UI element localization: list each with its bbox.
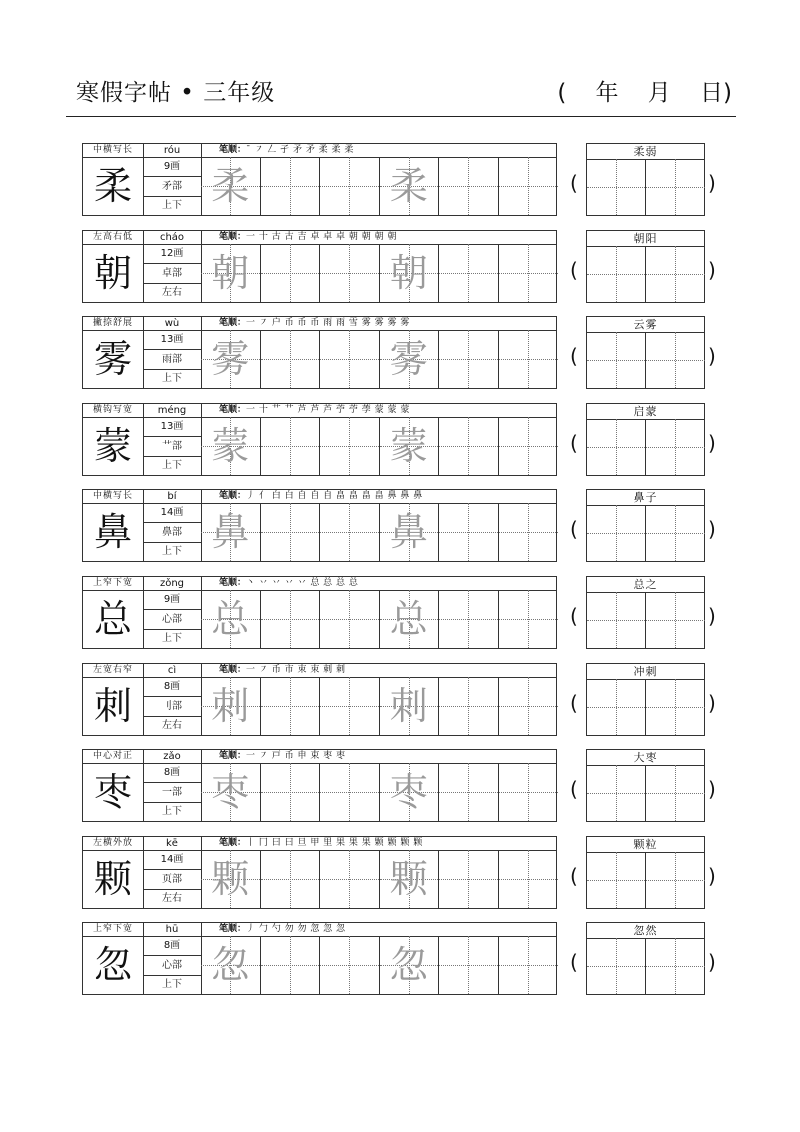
practice-cell[interactable] — [261, 763, 321, 821]
practice-cell[interactable] — [320, 763, 380, 821]
word-cell[interactable] — [587, 419, 646, 475]
stroke-order-label: 笔顺： — [219, 665, 247, 675]
word-cell[interactable] — [587, 159, 646, 215]
date-field: ( 年 月 日) — [557, 80, 732, 106]
word-practice-table — [586, 316, 705, 389]
page-header — [68, 74, 736, 110]
practice-cell[interactable] — [320, 244, 380, 302]
trace-character: 蒙 — [211, 424, 250, 468]
stroke-count: 14画 — [143, 503, 202, 523]
stroke-order-sequence: ˉ ㇇ 𠃋 孑 矛 矛 柔 柔 柔 — [246, 145, 354, 155]
trace-character: 刺 — [211, 684, 250, 728]
radical: 艹部 — [143, 437, 202, 457]
practice-grid — [201, 936, 556, 994]
stroke-order — [201, 577, 556, 591]
stroke-order-sequence: 一 ㇇ 戸 币 申 束 枣 枣 — [246, 751, 346, 761]
word-cell[interactable] — [587, 852, 646, 908]
radical: 页部 — [143, 870, 202, 890]
practice-grid — [201, 850, 556, 908]
word-cell[interactable] — [646, 419, 705, 475]
word-practice-table — [586, 230, 705, 303]
trace-character: 枣 — [211, 770, 250, 814]
word-cell[interactable] — [646, 592, 705, 648]
model-character: 朝 — [83, 244, 144, 302]
stroke-order — [201, 837, 556, 851]
word-cell[interactable] — [646, 765, 705, 821]
open-paren: ( — [570, 431, 578, 455]
model-character: 总 — [83, 590, 144, 648]
pinyin: zǎo — [143, 750, 202, 764]
writing-tip: 中横写长 — [83, 144, 144, 158]
open-paren: ( — [570, 258, 578, 282]
practice-row — [0, 749, 800, 822]
stroke-order-label: 笔顺： — [219, 405, 247, 415]
practice-cell[interactable] — [201, 590, 261, 648]
open-paren: ( — [570, 864, 578, 888]
practice-cell[interactable] — [320, 590, 380, 648]
practice-cell[interactable] — [320, 157, 380, 215]
structure: 上下 — [143, 976, 202, 994]
practice-cell[interactable] — [380, 590, 440, 648]
practice-row — [0, 663, 800, 736]
trace-character: 颗 — [389, 857, 428, 901]
character-table — [82, 403, 557, 476]
practice-cell[interactable] — [439, 590, 499, 648]
word-cell[interactable] — [587, 332, 646, 388]
close-paren: ) — [708, 864, 716, 888]
stroke-order-label: 笔顺： — [219, 838, 247, 848]
trace-character: 颗 — [211, 857, 250, 901]
practice-word: 云雾 — [587, 317, 704, 333]
trace-character: 柔 — [211, 164, 250, 208]
character-table — [82, 663, 557, 736]
structure: 上下 — [143, 370, 202, 388]
practice-cell[interactable] — [201, 936, 261, 994]
structure: 上下 — [143, 630, 202, 648]
practice-word: 颗粒 — [587, 837, 704, 853]
practice-cell[interactable] — [499, 590, 559, 648]
practice-cell[interactable] — [439, 417, 499, 475]
close-paren: ) — [708, 171, 716, 195]
stroke-order-sequence: 丿 亻 白 白 自 自 自 畠 畠 畠 畠 鼻 鼻 鼻 — [246, 491, 423, 501]
radical: 刂部 — [143, 697, 202, 717]
trace-character: 总 — [211, 597, 250, 641]
practice-cell[interactable] — [499, 417, 559, 475]
practice-row — [0, 489, 800, 562]
close-paren: ) — [708, 604, 716, 628]
practice-cell[interactable] — [499, 157, 559, 215]
pinyin: wù — [143, 317, 202, 331]
trace-character: 雾 — [211, 337, 250, 381]
radical: 卓部 — [143, 264, 202, 284]
stroke-count: 12画 — [143, 244, 202, 264]
practice-word: 总之 — [587, 577, 704, 593]
model-character: 蒙 — [83, 417, 144, 475]
practice-cell[interactable] — [261, 244, 321, 302]
open-paren: ( — [570, 950, 578, 974]
structure: 上下 — [143, 803, 202, 821]
practice-cell[interactable] — [261, 936, 321, 994]
word-cell[interactable] — [587, 505, 646, 561]
stroke-order-sequence: 一 ㇇ 户 币 币 币 雨 雨 雪 雾 雾 雾 雾 — [246, 318, 410, 328]
word-cell[interactable] — [646, 159, 705, 215]
structure: 上下 — [143, 457, 202, 475]
radical: 一部 — [143, 783, 202, 803]
stroke-count: 8画 — [143, 936, 202, 956]
trace-character: 忽 — [211, 943, 250, 987]
radical: 心部 — [143, 956, 202, 976]
stroke-order — [201, 923, 556, 937]
stroke-count: 8画 — [143, 677, 202, 697]
character-table — [82, 230, 557, 303]
practice-cell[interactable] — [320, 503, 380, 561]
stroke-count: 9画 — [143, 590, 202, 610]
structure: 上下 — [143, 197, 202, 215]
practice-cell[interactable] — [439, 157, 499, 215]
practice-cell[interactable] — [261, 330, 321, 388]
practice-cell[interactable] — [201, 330, 261, 388]
stroke-order-label: 笔顺： — [219, 232, 247, 242]
trace-character: 朝 — [211, 251, 250, 295]
practice-cell[interactable] — [499, 850, 559, 908]
practice-cell[interactable] — [439, 850, 499, 908]
practice-cell[interactable] — [499, 677, 559, 735]
model-character: 忽 — [83, 936, 144, 994]
practice-cell[interactable] — [439, 677, 499, 735]
stroke-order — [201, 750, 556, 764]
practice-cell[interactable] — [201, 417, 261, 475]
stroke-order — [201, 317, 556, 331]
practice-cell[interactable] — [439, 763, 499, 821]
practice-cell[interactable] — [201, 244, 261, 302]
practice-cell[interactable] — [439, 330, 499, 388]
practice-cell[interactable] — [380, 850, 440, 908]
stroke-count: 13画 — [143, 417, 202, 437]
character-table — [82, 143, 557, 216]
page-title: 寒假字帖 • 三年级 — [76, 80, 276, 106]
close-paren: ) — [708, 517, 716, 541]
model-character: 鼻 — [83, 503, 144, 561]
practice-cell[interactable] — [499, 503, 559, 561]
practice-grid — [201, 244, 556, 302]
writing-tip: 中心对正 — [83, 750, 144, 764]
trace-character: 鼻 — [389, 510, 428, 554]
practice-cell[interactable] — [320, 677, 380, 735]
writing-tip: 左横外放 — [83, 837, 144, 851]
stroke-count: 13画 — [143, 330, 202, 350]
word-practice-table — [586, 576, 705, 649]
trace-character: 鼻 — [211, 510, 250, 554]
practice-row — [0, 836, 800, 909]
word-cell[interactable] — [646, 938, 705, 994]
close-paren: ) — [708, 431, 716, 455]
practice-word: 大枣 — [587, 750, 704, 766]
practice-row — [0, 576, 800, 649]
close-paren: ) — [708, 950, 716, 974]
character-table — [82, 576, 557, 649]
open-paren: ( — [570, 171, 578, 195]
practice-cell[interactable] — [499, 244, 559, 302]
practice-grid — [201, 590, 556, 648]
open-paren: ( — [570, 604, 578, 628]
header-divider — [66, 116, 736, 117]
open-paren: ( — [570, 517, 578, 541]
practice-cell[interactable] — [261, 503, 321, 561]
practice-cell[interactable] — [439, 244, 499, 302]
writing-tip: 中横写长 — [83, 490, 144, 504]
word-cell[interactable] — [646, 679, 705, 735]
practice-cell[interactable] — [380, 417, 440, 475]
stroke-order-sequence: 一 十 古 古 吉 卓 卓 卓 朝 朝 朝 朝 — [246, 232, 397, 242]
word-cell[interactable] — [646, 246, 705, 302]
word-practice-table — [586, 749, 705, 822]
open-paren: ( — [570, 691, 578, 715]
practice-cell[interactable] — [439, 936, 499, 994]
practice-word: 鼻子 — [587, 490, 704, 506]
word-practice-table — [586, 489, 705, 562]
word-cell[interactable] — [587, 938, 646, 994]
word-cell[interactable] — [587, 679, 646, 735]
trace-character: 柔 — [389, 164, 428, 208]
radical: 矛部 — [143, 177, 202, 197]
practice-cell[interactable] — [499, 763, 559, 821]
stroke-order-sequence: 一 ㇇ 币 市 朿 朿 刺 刺 — [246, 665, 346, 675]
practice-cell[interactable] — [201, 763, 261, 821]
model-character: 雾 — [83, 330, 144, 388]
close-paren: ) — [708, 258, 716, 282]
practice-word: 忽然 — [587, 923, 704, 939]
trace-character: 朝 — [389, 251, 428, 295]
practice-word: 朝阳 — [587, 231, 704, 247]
structure: 左右 — [143, 284, 202, 302]
character-table — [82, 749, 557, 822]
stroke-order-sequence: 一 十 艹 艹 芦 芦 芦 苧 苧 荸 蒙 蒙 蒙 — [246, 405, 410, 415]
close-paren: ) — [708, 691, 716, 715]
pinyin: cháo — [143, 231, 202, 245]
word-cell[interactable] — [646, 505, 705, 561]
stroke-order-sequence: 丿 勹 勺 勿 勿 忽 忽 忽 — [246, 924, 346, 934]
stroke-count: 14画 — [143, 850, 202, 870]
radical: 鼻部 — [143, 523, 202, 543]
word-practice-table — [586, 403, 705, 476]
open-paren: ( — [570, 777, 578, 801]
practice-cell[interactable] — [320, 936, 380, 994]
trace-character: 刺 — [389, 684, 428, 728]
word-cell[interactable] — [587, 765, 646, 821]
word-practice-table — [586, 663, 705, 736]
trace-character: 蒙 — [389, 424, 428, 468]
practice-grid — [201, 677, 556, 735]
practice-cell[interactable] — [261, 157, 321, 215]
stroke-order — [201, 404, 556, 418]
pinyin: zǒng — [143, 577, 202, 591]
character-table — [82, 316, 557, 389]
close-paren: ) — [708, 344, 716, 368]
stroke-order-sequence: 丨 冂 曰 曰 旦 甲 里 果 果 果 颗 颗 颗 颗 — [246, 838, 423, 848]
practice-cell[interactable] — [499, 330, 559, 388]
stroke-order-label: 笔顺： — [219, 751, 247, 761]
practice-cell[interactable] — [380, 244, 440, 302]
practice-grid — [201, 157, 556, 215]
practice-grid — [201, 503, 556, 561]
stroke-order — [201, 490, 556, 504]
pinyin: cì — [143, 664, 202, 678]
model-character: 枣 — [83, 763, 144, 821]
pinyin: hū — [143, 923, 202, 937]
structure: 左右 — [143, 717, 202, 735]
model-character: 柔 — [83, 157, 144, 215]
stroke-order-label: 笔顺： — [219, 491, 247, 501]
practice-cell[interactable] — [320, 330, 380, 388]
trace-character: 枣 — [389, 770, 428, 814]
word-cell[interactable] — [587, 246, 646, 302]
practice-cell[interactable] — [261, 677, 321, 735]
practice-cell[interactable] — [439, 503, 499, 561]
word-cell[interactable] — [587, 592, 646, 648]
writing-tip: 上窄下宽 — [83, 577, 144, 591]
stroke-order-sequence: 丶 丷 丷 丷 丷 总 总 总 总 — [246, 578, 359, 588]
practice-cell[interactable] — [380, 503, 440, 561]
stroke-order-label: 笔顺： — [219, 318, 247, 328]
radical: 雨部 — [143, 350, 202, 370]
character-table — [82, 489, 557, 562]
model-character: 刺 — [83, 677, 144, 735]
stroke-order-label: 笔顺： — [219, 145, 247, 155]
practice-cell[interactable] — [499, 936, 559, 994]
practice-cell[interactable] — [261, 417, 321, 475]
writing-tip: 左宽右窄 — [83, 664, 144, 678]
pinyin: róu — [143, 144, 202, 158]
practice-grid — [201, 330, 556, 388]
stroke-order — [201, 664, 556, 678]
close-paren: ) — [708, 777, 716, 801]
character-table — [82, 922, 557, 995]
practice-cell[interactable] — [261, 590, 321, 648]
pinyin: kē — [143, 837, 202, 851]
practice-cell[interactable] — [380, 330, 440, 388]
practice-word: 启蒙 — [587, 404, 704, 420]
radical: 心部 — [143, 610, 202, 630]
practice-cell[interactable] — [201, 677, 261, 735]
writing-tip: 撇捺舒展 — [83, 317, 144, 331]
practice-grid — [201, 763, 556, 821]
stroke-order-label: 笔顺： — [219, 924, 247, 934]
trace-character: 雾 — [389, 337, 428, 381]
practice-word: 冲刺 — [587, 664, 704, 680]
practice-cell[interactable] — [201, 503, 261, 561]
practice-cell[interactable] — [320, 850, 380, 908]
word-cell[interactable] — [646, 852, 705, 908]
practice-row — [0, 143, 800, 216]
stroke-order-label: 笔顺： — [219, 578, 247, 588]
practice-word: 柔弱 — [587, 144, 704, 160]
character-table — [82, 836, 557, 909]
practice-cell[interactable] — [201, 850, 261, 908]
practice-row — [0, 230, 800, 303]
pinyin: bí — [143, 490, 202, 504]
stroke-order — [201, 144, 556, 158]
word-practice-table — [586, 922, 705, 995]
practice-cell[interactable] — [320, 417, 380, 475]
practice-cell[interactable] — [380, 936, 440, 994]
writing-tip: 左高右低 — [83, 231, 144, 245]
pinyin: méng — [143, 404, 202, 418]
practice-grid — [201, 417, 556, 475]
practice-row — [0, 316, 800, 389]
word-practice-table — [586, 143, 705, 216]
practice-cell[interactable] — [261, 850, 321, 908]
open-paren: ( — [570, 344, 578, 368]
trace-character: 总 — [389, 597, 428, 641]
stroke-count: 8画 — [143, 763, 202, 783]
structure: 左右 — [143, 890, 202, 908]
practice-row — [0, 922, 800, 995]
model-character: 颗 — [83, 850, 144, 908]
practice-row — [0, 403, 800, 476]
practice-cell[interactable] — [201, 157, 261, 215]
stroke-order — [201, 231, 556, 245]
structure: 上下 — [143, 543, 202, 561]
word-cell[interactable] — [646, 332, 705, 388]
trace-character: 忽 — [389, 943, 428, 987]
writing-tip: 横钩写宽 — [83, 404, 144, 418]
stroke-count: 9画 — [143, 157, 202, 177]
word-practice-table — [586, 836, 705, 909]
practice-cell[interactable] — [380, 157, 440, 215]
writing-tip: 上窄下宽 — [83, 923, 144, 937]
practice-cell[interactable] — [380, 763, 440, 821]
practice-cell[interactable] — [380, 677, 440, 735]
